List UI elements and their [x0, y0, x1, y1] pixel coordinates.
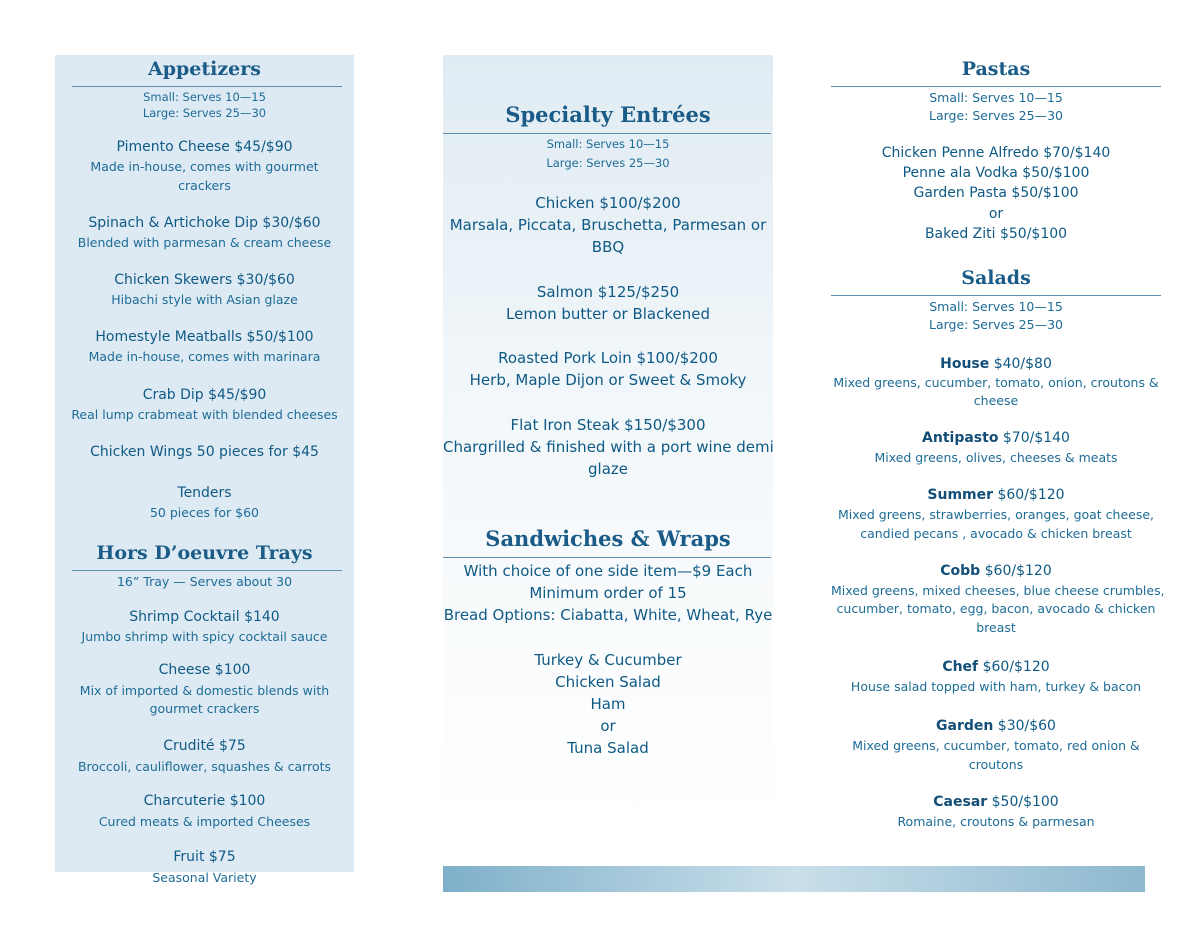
menu-item-name: Chicken Skewers $30/$60 [114, 272, 295, 288]
pastas-title: Pastas [961, 58, 1031, 80]
menu-item-name: Pimento Cheese $45/$90 [116, 139, 293, 155]
salad-name: Caesar [933, 794, 988, 810]
menu-item-desc: Cured meats & imported Cheeses [98, 814, 311, 829]
menu-item-desc: cheese [973, 393, 1019, 408]
salads-large: Large: Serves 25—30 [928, 317, 1063, 332]
menu-item-desc: Marsala, Piccata, Bruschetta, Parmesan or [449, 216, 767, 234]
menu-item-desc: Romaine, croutons & parmesan [897, 814, 1095, 829]
entrees-rule [443, 133, 771, 134]
menu-item-desc: Mixed greens, cucumber, tomato, red onion & [852, 738, 1140, 753]
salad-price: $60/$120 [978, 659, 1050, 675]
menu-item-desc: candied pecans , avocado & chicken breast [860, 526, 1132, 541]
menu-item-desc: Made in-house, comes with gourmet [90, 159, 319, 174]
menu-item-desc: breast [976, 620, 1016, 635]
appetizers-rule [72, 86, 342, 87]
menu-item-name: Cheese $100 [158, 662, 251, 678]
menu-item-desc: Seasonal Variety [152, 870, 257, 885]
menu-item-name [831, 794, 1161, 810]
menu-item-desc: glaze [588, 460, 628, 478]
menu-item-name: Flat Iron Steak $150/$300 [510, 416, 706, 434]
appetizers-small: Small: Serves 10—15 [143, 90, 266, 104]
salad-name: House [940, 356, 990, 372]
menu-item-desc: Real lump crabmeat with blended cheeses [71, 407, 338, 422]
menu-item-name: or [600, 717, 616, 735]
salad-price: $50/$100 [987, 794, 1059, 810]
salad-name: Summer [927, 487, 994, 503]
menu-item-name: Crudité $75 [163, 738, 246, 754]
salad-price: $60/$120 [980, 563, 1052, 579]
menu-item-desc: 50 pieces for $60 [149, 505, 260, 520]
menu-item-name: Baked Ziti $50/$100 [924, 226, 1068, 242]
appetizers-large: Large: Serves 25—30 [142, 106, 267, 120]
sandwiches-line: Bread Options: Ciabatta, White, Wheat, Rye [443, 606, 773, 624]
menu-item-desc: Blended with parmesan & cream cheese [77, 235, 332, 250]
menu-item-name: Fruit $75 [173, 849, 236, 865]
menu-item-name: Tuna Salad [567, 739, 649, 757]
menu-item-name: Spinach & Artichoke Dip $30/$60 [88, 215, 321, 231]
menu-item-name [831, 659, 1161, 675]
menu-item-name: Salmon $125/$250 [536, 283, 680, 301]
menu-item-name: Tenders [177, 485, 232, 501]
menu-item-desc: Mixed greens, strawberries, oranges, goat cheese, [837, 507, 1155, 522]
sandwiches-line: Minimum order of 15 [529, 584, 687, 602]
menu-item-desc: gourmet crackers [149, 701, 260, 716]
sandwiches-title: Sandwiches & Wraps [485, 526, 731, 551]
salad-price: $40/$80 [989, 356, 1052, 372]
entrees-title: Specialty Entrées [505, 102, 711, 127]
menu-item-name: Penne ala Vodka $50/$100 [902, 165, 1090, 181]
salad-name: Garden [936, 718, 994, 734]
sandwiches-rule [443, 557, 771, 558]
salad-price: $60/$120 [993, 487, 1065, 503]
appetizers-title: Appetizers [148, 58, 261, 80]
menu-item-name: Crab Dip $45/$90 [142, 387, 267, 403]
menu-item-name: Garden Pasta $50/$100 [913, 185, 1079, 201]
menu-item-desc: Mixed greens, cucumber, tomato, onion, croutons & [833, 375, 1159, 390]
menu-item-desc: BBQ [591, 238, 625, 256]
menu-item-name: Homestyle Meatballs $50/$100 [95, 329, 314, 345]
menu-item-name: Turkey & Cucumber [534, 651, 682, 669]
hors-title: Hors D’oeuvre Trays [96, 542, 313, 564]
menu-item-name: Chicken Salad [555, 673, 661, 691]
menu-item-name: Charcuterie $100 [143, 793, 266, 809]
appetizers-panel [55, 55, 354, 885]
salad-name: Cobb [940, 563, 981, 579]
entrees-small: Small: Serves 10—15 [546, 137, 670, 151]
decorative-footer-bar [443, 866, 1145, 892]
menu-item-desc: Mix of imported & domestic blends with [79, 683, 330, 698]
menu-item-desc: Chargrilled & finished with a port wine demi [443, 438, 774, 456]
menu-item-name: Chicken $100/$200 [535, 194, 681, 212]
salads-rule [831, 295, 1161, 296]
pastas-large: Large: Serves 25—30 [928, 108, 1063, 123]
menu-item-desc: Herb, Maple Dijon or Sweet & Smoky [469, 371, 747, 389]
salad-name: Chef [942, 659, 979, 675]
menu-item-name: Ham [590, 695, 626, 713]
salad-price: $70/$140 [998, 430, 1070, 446]
menu-item-name [831, 718, 1161, 734]
menu-item-desc: Broccoli, cauliflower, squashes & carrots [77, 759, 332, 774]
menu-item-desc: Jumbo shrimp with spicy cocktail sauce [81, 629, 328, 644]
sandwiches-line: With choice of one side item—$9 Each [463, 562, 753, 580]
entrees-large: Large: Serves 25—30 [546, 156, 670, 170]
pastas-rule [831, 86, 1161, 87]
pastas-small: Small: Serves 10—15 [929, 90, 1063, 105]
hors-rule [72, 570, 342, 571]
salad-price: $30/$60 [993, 718, 1056, 734]
menu-item-desc: House salad topped with ham, turkey & bacon [850, 679, 1142, 694]
entrees-panel [443, 55, 773, 825]
menu-item-name: or [988, 206, 1004, 222]
menu-item-name: Shrimp Cocktail $140 [129, 609, 280, 625]
menu-item-name: Roasted Pork Loin $100/$200 [498, 349, 718, 367]
menu-item-name [831, 487, 1161, 503]
menu-item-name [831, 563, 1161, 579]
menu-item-desc: Mixed greens, mixed cheeses, blue cheese crumbles, [831, 583, 1165, 598]
menu-item-desc: crackers [178, 178, 231, 193]
menu-item-name: Chicken Wings 50 pieces for $45 [90, 444, 319, 460]
menu-item-desc: Mixed greens, olives, cheeses & meats [874, 450, 1118, 465]
menu-item-desc: cucumber, tomato, egg, bacon, avocado & chicken [836, 601, 1156, 616]
menu-item-name [831, 430, 1161, 446]
salad-name: Antipasto [922, 430, 999, 446]
menu-item-name [831, 356, 1161, 372]
salads-small: Small: Serves 10—15 [929, 299, 1063, 314]
menu-item-desc: Made in-house, comes with marinara [88, 349, 321, 364]
salads-title: Salads [961, 267, 1031, 289]
menu-item-desc: Lemon butter or Blackened [506, 305, 710, 323]
menu-item-name: Chicken Penne Alfredo $70/$140 [881, 145, 1111, 161]
menu-item-desc: croutons [968, 757, 1024, 772]
hors-subtitle: 16” Tray — Serves about 30 [116, 574, 293, 589]
menu-item-desc: Hibachi style with Asian glaze [111, 292, 298, 307]
